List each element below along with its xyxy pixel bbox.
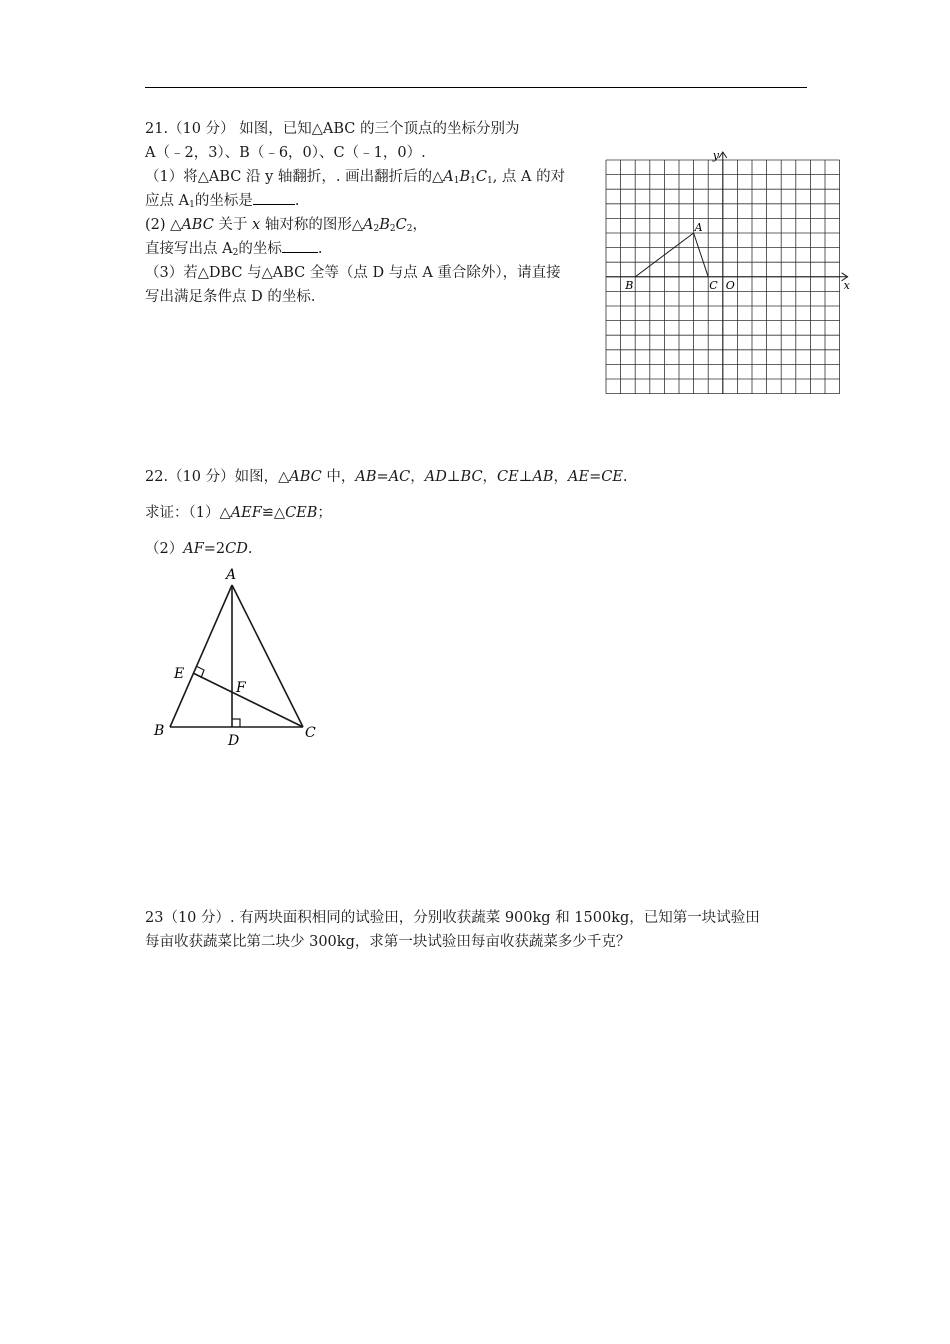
right-angle-d [232,719,240,727]
x-axis-label: x [843,278,850,292]
q21-line-5: (2) △ABC 关于 x 轴对称的图形$\triangle A_2B_2C_2$， [145,217,427,234]
q23-line-2: 每亩收获蔬菜比第二块少 300kg，求第一块试验田每亩收获蔬菜多少千克？ [145,934,631,950]
label-e: E [174,666,185,682]
q21-line-3: （1）将△ABC 沿 y 轴翻折，. 画出翻折后的$\triangle A_1B_1C_1$, 点 A 的对 [145,169,566,186]
triangle-abc [624,221,718,292]
q21-line-1: 21.（10 分） 如图，已知△ABC 的三个顶点的坐标分别为 [145,121,520,137]
point-a-label: A [694,221,703,234]
q21-line-8: 写出满足条件点 D 的坐标. [145,289,316,305]
q22-line-3: （2）AF=2CD. [145,541,253,557]
label-d: D [228,733,240,745]
label-b: B [154,723,165,739]
triangle-figure [148,565,328,745]
answer-blank-a1[interactable] [253,190,295,205]
coordinate-grid-figure [600,148,856,408]
question-22 [145,465,628,561]
q23-line-1: 23（10 分）. 有两块面积相同的试验田，分别收获蔬菜 900kg 和 1500kg，已知第一块试验田 [145,910,760,926]
label-f: F [236,680,246,696]
label-a: A [226,567,237,583]
segment-ab [170,585,232,727]
point-c-label: C [709,278,718,292]
segment-ce [193,673,303,727]
answer-blank-a2[interactable] [282,238,318,253]
header-rule [145,87,807,88]
question-23 [145,906,760,954]
y-axis-label: y [712,149,720,162]
segment-ac [694,233,709,277]
origin-label: O [725,278,735,292]
question-21 [145,117,565,309]
q22-line-2: 求证：（1）△AEF≌△CEB； [145,505,332,521]
point-b-label: B [625,278,634,292]
segment-ac-22 [232,585,303,727]
label-c: C [305,725,316,741]
q21-line-4: 应点 $A_1$的坐标是 . [145,189,565,213]
q21-line-6: 直接写出点 $A_2$的坐标 . [145,237,565,261]
q22-line-1: 22.（10 分）如图，△ABC 中，AB=AC，AD⊥BC，CE⊥AB，AE=CE. [145,469,628,485]
q21-line-7: （3）若△DBC 与△ABC 全等（点 D 与点 A 重合除外），请直接 [145,265,561,281]
q21-line-2: A（﹣2，3）、B（﹣6，0）、C（﹣1，0）. [145,145,426,161]
